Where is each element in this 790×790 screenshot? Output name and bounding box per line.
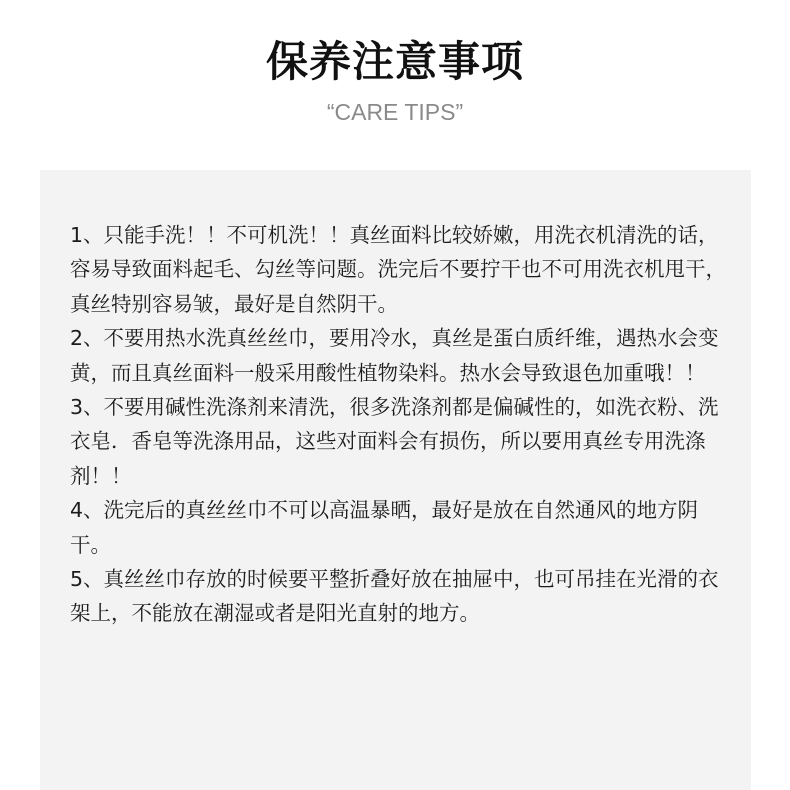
care-tip-4: 4、洗完后的真丝丝巾不可以高温暴晒，最好是放在自然通风的地方阴干。 (70, 498, 699, 557)
page-title: 保养注意事项 (265, 37, 524, 86)
care-tips-list (70, 218, 730, 631)
care-tip-3: 3、不要用碱性洗涤剂来清洗，很多洗涤剂都是偏碱性的，如洗衣粉、洗衣皂．香皂等洗涤用品，这些对面料会有损伤，所以要用真丝专用洗涤剂！！ (70, 395, 719, 488)
care-tip-1: 1、只能手洗！！不可机洗！！真丝面料比较娇嫩，用洗衣机清洗的话，容易导致面料起毛、勾丝等问题。洗完后不要拧干也不可用洗衣机甩干，真丝特别容易皱，最好是自然阴干。 (70, 223, 726, 316)
page-subtitle: “CARE TIPS” (326, 99, 464, 125)
care-tip-2: 2、不要用热水洗真丝丝巾，要用冷水，真丝是蛋白质纤维，遇热水会变黄，而且真丝面料一般采用酸性植物染料。热水会导致退色加重哦！！ (70, 326, 719, 385)
care-tip-5: 5、真丝丝巾存放的时候要平整折叠好放在抽屉中，也可吊挂在光滑的衣架上，不能放在潮湿或者是阳光直射的地方。 (70, 567, 719, 626)
